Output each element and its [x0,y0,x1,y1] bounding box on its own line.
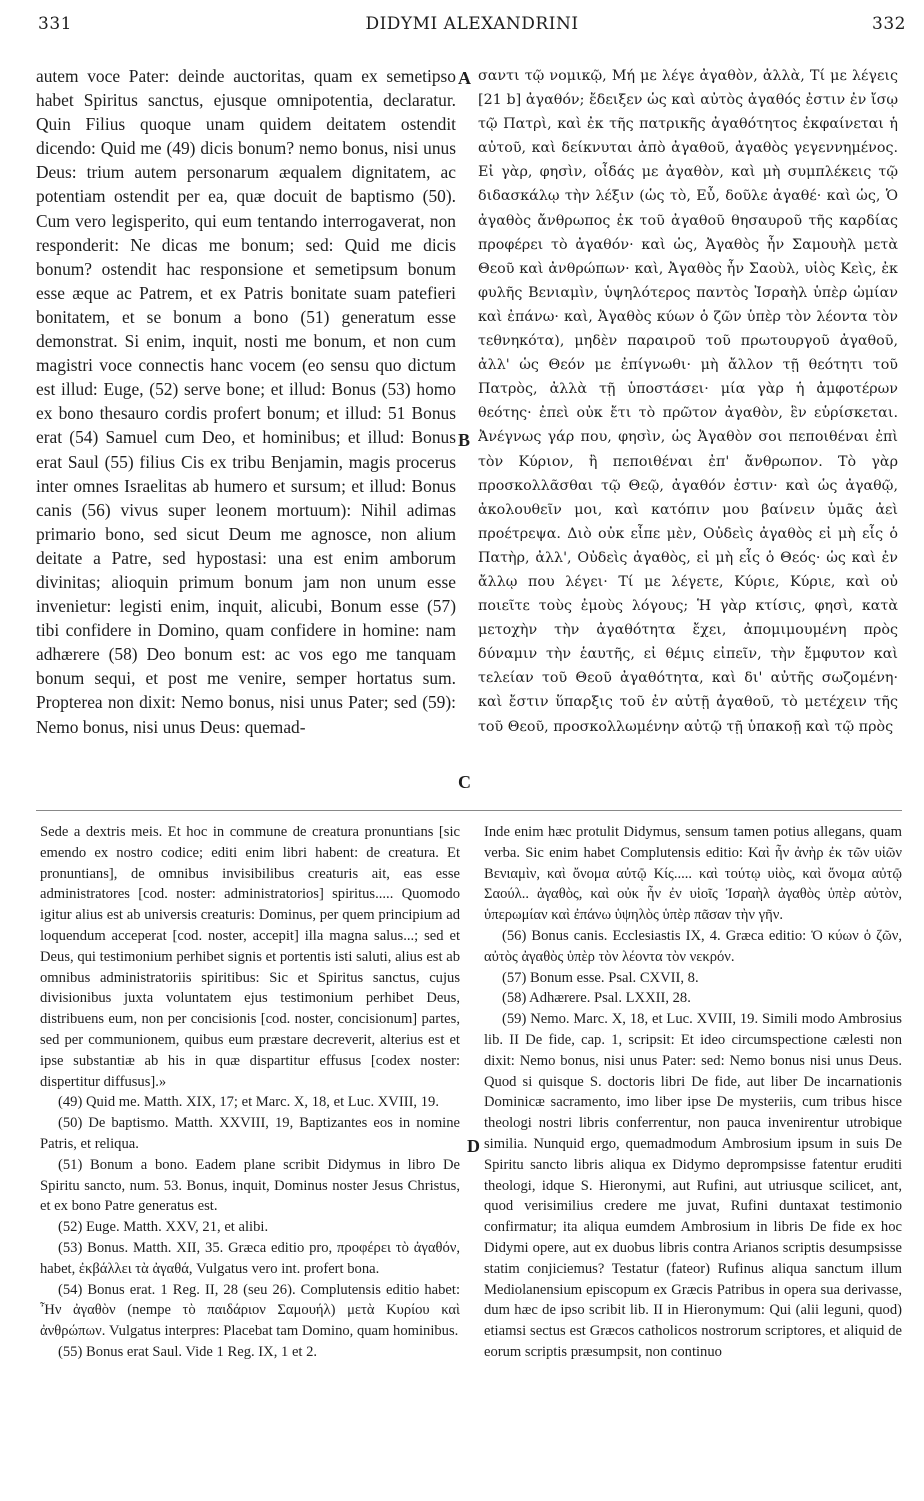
footnote: Inde enim hæc protulit Didymus, sensum tamen potius allegans, quam verba. Sic enim habet Complutensis editio: Καὶ ἦν ἀνὴρ ἐκ τῶν υἱῶν Βενιαμὶν, καὶ ὄνομα αὐτῷ Κίς..... καὶ τούτῳ υἱὸς, καὶ ὄνομα αὐτῷ Σαούλ.. ἀγαθὸς, καὶ οὐκ ἦν ἐν υἱοῖς Ἰσραὴλ ἀγαθὸς ὑπὲρ αὐτὸν, ὑπερωμίαν καὶ ἐπάνω ὑψηλὸς ὑπὲρ πᾶσαν τὴν γῆν. [484,824,902,924]
margin-letter-a: A [458,68,471,88]
footnote: (59) Nemo. Marc. X, 18, et Luc. XVIII, 19. Simili modo Ambrosius lib. II De fide, cap. 1, scripsit: Et ideo circumspectione cælesti non dixit: Nemo bonus, nisi unus Pater: sed: Nemo bonus nisi unus Deus. Quod si quisque S. doctoris libri De fide, aut liber De incarnationis Dominicæ sacramento, imo liber ipse De mysteriis, cum tribus hisce theologi nostri libris conferrentur, non pauca invenirentur utrobique similia. Nunquid ergo, quemadmodum Ambrosium ipsum in suis De Spiritu sancto libris aliqua ex Didymo deprompsisse fatentur eruditi theologi, idque S. Hieronymi, aut Rufini, aut utriusque scilicet, ant, quod verisimilius credere me juvat, Rufini duntaxat testimonio confirmatur; ita aliqua eumdem Ambrosium in libris De fide ex hoc Didymi opere, aut ex duobus libris contra Arianos scriptis desumpsisse statim conjiciemus? Testatur (fateor) Rufinus aliqua sanctum illum Mediolanensium episcopum ex Græcis Patribus in opera sua derivasse, dum hæc de ipso scribit lib. II in Hieronymum: Qui (alii leguni, quod) etiamsi sectus est Græcos catholicos nostrorum scriptores, et aliquid de eorum scriptis præsumpsit, non continuo [484,1011,902,1360]
footnote: (58) Adhærere. Psal. LXXII, 28. [502,990,691,1007]
footnotes-left-column [40,822,460,1363]
footnote: (55) Bonus erat Saul. Vide 1 Reg. IX, 1 et 2. [58,1343,318,1360]
margin-letter-b: B [458,430,471,450]
page-number-right: 332 [872,14,906,34]
footnote: (54) Bonus erat. 1 Reg. II, 28 (seu 26). Complutensis editio habet: Ἦν ἀγαθὸν (nempe τὸ παιδάριον Σαμουήλ) μετὰ Κυρίου καὶ ἀνθρώπων. Vulgatus interpres: Placebat tam Domino, quam hominibus. [40,1281,460,1340]
footnote: Sede a dextris meis. Et hoc in commune de creatura pronuntians [sic emendo ex nostro codice; editi enim libri habent: de creatura. Et pronuntians], de omnibus invisibilibus creaturis ait, eas esse administratores [cod. noster: administratorios] spiritus..... Quomodo igitur alius est ab universis creaturis: Dominus, per quem principium ad loquendum acceperat [cod. noster, accepit] illa magna salus...; sed et Deus, qui testimonium perhibet signis et portentis isti saluti, alius est ab omnibus administratoriis spiritibus: Sic et Spiritus sanctus, cujus divisionibus juxta voluntatem ejus testimonium perhibet Deus, distribuens eum, non per concisionis [cod. noster, concisionum] partes, sed per communionem, quibus eum præstare decreverit, alterius est et ipse substantiæ ab his in quæ dispartitur effusus [codex noster: dispertitur diffusus].» [40,824,460,1090]
footnotes-right-column [484,822,902,1363]
latin-paragraph: autem voce Pater: deinde auctoritas, quam ex semetipso habet Spiritus sanctus, ejusque omnipotentia, declaratur. Quin Filius quoque unam quidem deitatem ostendit dicendo: Quid me (49) dicis bonum? nemo bonus, nisi unus Deus: trium autem personarum æqualem dignitatem, ac potentiam ostendit per ea, quæ docuit de baptismo (50). Cum vero legisperito, qui eum tentando interrogaverat, non responderit: Ne dicas me bonum; sed: Quid me dicis bonum? ostendit hac responsione et semetipsum bonum esse æque ac Patrem, et ex Patris bonitate suam patefieri bonitatem, et se bonum a bono (51) generatum esse demonstrat. Si enim, inquit, nosti me bonum, et non cum magistri voce connectis hanc vocem (eo sensu quo dictum est illud: Euge, (52) serve bone; et illud: Bonus (53) homo ex bono thesauro cordis profert bonum; et illud: 51 Bonus erat (54) Samuel cum Deo, et hominibus; et illud: Bonus erat Saul (55) filius Cis ex tribu Benjamin, magis procerus inter omnes Israelitas ab humero et sursum; et illud: Bonus canis (56) vivus super leonem mortuum): Nihil adimas primario bono, sed sicut Deum me agnosce, non alium deitate a Patre, sed hypostasi: una est enim amborum divinitas; alioquin primum bonum jam non unum esse invenietur: legisti enim, inquit, alicubi, Bonum esse (57) tibi confidere in Domino, quam confidere in homine: nam adhærere (58) Deo bonum est: ac vos ego me tanquam bonum sequi, et post me venire, semper hortatus sum. Propterea non dixit: Nemo bonus, nisi unus Pater; sed (59): Nemo bonus, nisi unus Deus: quemad- [36,66,456,737]
running-title: DIDYMI ALEXANDRINI [365,14,579,34]
footnote: (56) Bonus canis. Ecclesiastis IX, 4. Græca editio: Ὁ κύων ὁ ζῶν, αὐτὸς ἀγαθὸς ὑπὲρ τὸν λέοντα τὸν νεκρόν. [484,927,902,965]
page-number-left: 331 [38,14,72,34]
footnote-divider [36,810,902,811]
greek-paragraph: σαντι τῷ νομικῷ, Μή με λέγε ἀγαθὸν, ἀλλὰ, Τί με λέγεις [21 b] ἀγαθόν; ἔδειξεν ὡς καὶ αὐτὸς ἀγαθός ἐστιν ἐν ἴσῳ τῷ Πατρὶ, καὶ ἐκ τῆς πατρικῆς ἀγαθότητος ἐκφαίνεται ἡ αὐτοῦ, καὶ δείκνυται ἀπὸ ἀγαθοῦ, ἀγαθὸς γεγεννημένος. Εἰ γὰρ, φησὶν, οἶδάς με ἀγαθὸν, καὶ μὴ συμπλέκεις τῷ διδασκάλῳ τὴν λέξιν (ὡς τὸ, Εὖ, δοῦλε ἀγαθέ· καὶ ὡς, Ὁ ἀγαθὸς ἄνθρωπος ἐκ τοῦ ἀγαθοῦ θησαυροῦ τῆς καρδίας προφέρει τὸ ἀγαθόν· καὶ ὡς, Ἀγαθὸς ἦν Σαμουὴλ μετὰ Θεοῦ καὶ ἀνθρώπων· καὶ, Ἀγαθὸς ἦν Σαοὺλ, υἱὸς Κεὶς, ἐκ φυλῆς Βενιαμὶν, ὑψηλότερος παντὸς Ἰσραὴλ ὑπὲρ ὠμίαν καὶ ἐπάνω· καὶ, Ἀγαθὸς κύων ὁ ζῶν ὑπὲρ τὸν λέοντα τὸν τεθνηκότα), μηδὲν παραιροῦ τοῦ πρωτουργοῦ ἀγαθοῦ, ἀλλ' ὡς Θεόν με ἐπίγνωθι· μὴ ἄλλον τῇ θεότητι τοῦ Πατρὸς, ἀλλὰ τῇ ὑποστάσει· μία γὰρ ἡ ἀμφοτέρων θεότης· ἐπεὶ οὐκ ἔτι τὸ πρῶτον ἀγαθὸν, ἓν εὑρίσκεται. Ἀνέγνως γάρ που, φησὶν, ὡς Ἀγαθὸν σοι πεποιθέναι ἐπὶ τὸν Κύριον, ἢ πεποιθέναι ἐπ' ἄνθρωπον. Τὸ γὰρ προσκολλᾶσθαι τῷ Θεῷ, ἀγαθόν ἐστιν· καὶ ὡς ἀγαθῷ, ἀκολουθεῖν μοι, καὶ κατόπιν μου βαίνειν ὑμᾶς ἀεὶ προέτρεψα. Διὸ οὐκ εἶπε μὲν, Οὐδεὶς ἀγαθὸς εἰ μὴ εἷς ὁ Πατὴρ, ἀλλ', Οὐδεὶς ἀγαθὸς, εἰ μὴ εἷς ὁ Θεός· ὡς καὶ ἐν ἄλλῳ που λέγει· Τί με λέγετε, Κύριε, Κύριε, καὶ οὐ ποιεῖτε τοὺς ἐμοὺς λόγους; Ἡ γὰρ κτίσις, φησὶ, κατὰ μετοχὴν τὴν ἀγαθότητα ἔχει, ἀπομιμουμένη πρὸς δύναμιν τὴν ἑαυτῆς, εἰ θέμις εἰπεῖν, τὴν ἔμφυτον καὶ τελείαν τοῦ Θεοῦ ἀγαθότητα, καὶ δι' αὐτῆς σωζομένη· καὶ ἔστιν ὕπαρξις τοῦ ἐν αὐτῇ ἀγαθοῦ, τὸ μετέχειν τῆς τοῦ Θεοῦ, προσκολλωμένην αὐτῷ τῇ ὑπακοῇ καὶ τῷ πρὸς [478,68,898,735]
footnote: (49) Quid me. Matth. XIX, 17; et Marc. X, 18, et Luc. XVIII, 19. [58,1094,439,1111]
running-header [38,10,906,42]
greek-column [478,64,898,739]
footnote: (50) De baptismo. Matth. XXVIII, 19, Baptizantes eos in nomine Patris, et reliqua. [40,1115,460,1152]
margin-letter-c: C [458,772,471,792]
footnote: (53) Bonus. Matth. XII, 35. Græca editio pro, προφέρει τὸ ἀγαθόν, habet, ἐκβάλλει τὰ ἀγαθά, Vulgatus vero int. profert bona. [40,1239,460,1277]
margin-letter-d: D [467,1136,480,1156]
latin-column [36,64,456,739]
footnote: (57) Bonum esse. Psal. CXVII, 8. [502,969,699,986]
footnote: (52) Euge. Matth. XXV, 21, et alibi. [58,1219,269,1236]
footnote: (51) Bonum a bono. Eadem plane scribit Didymus in libro De Spiritu sancto, num. 53. Bonus, inquit, Dominus noster Jesus Christus, et ex bono Patre generatus est. [40,1156,460,1215]
